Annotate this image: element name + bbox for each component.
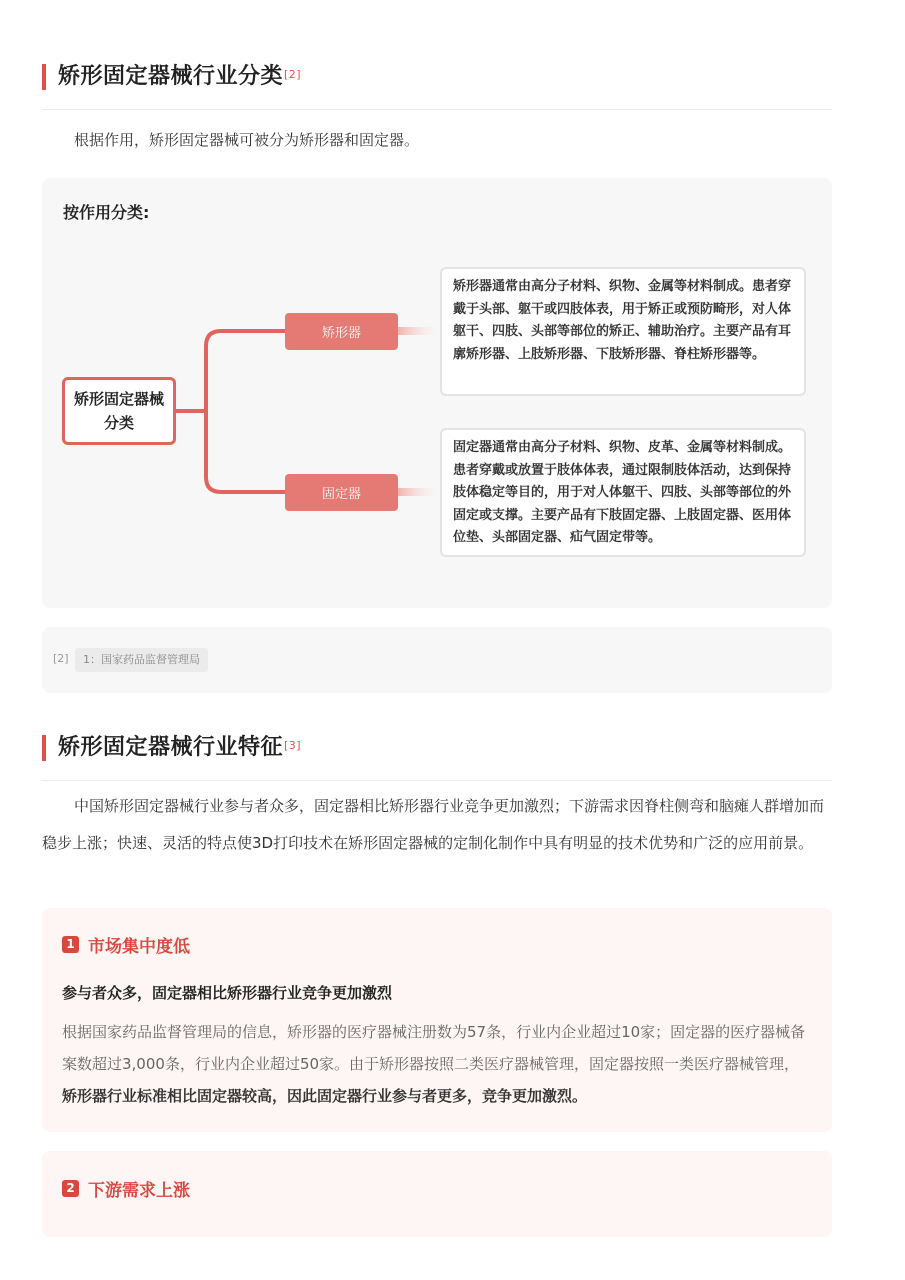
card-heading: 1 市场集中度低: [62, 932, 190, 957]
reference-marker[interactable]: [2]: [284, 68, 302, 81]
characteristics-intro: 中国矫形固定器械行业参与者众多，固定器相比矫形器行业竞争更加激烈；下游需求因脊柱侧弯和脑瘫人群增加而稳步上涨；快速、灵活的特点使3D打印技术在矫形固定器械的定制化制作中具有明显的技术优势和广泛的应用前景。: [42, 797, 825, 852]
feature-card-1: [42, 908, 832, 1132]
card-body-emphasis: 矫形器行业标准相比固定器较高，因此固定器行业参与者更多，竞争更加激烈。: [62, 1087, 588, 1105]
section-heading: 矫形固定器械行业特征[3]: [58, 735, 302, 760]
number-badge: 1: [62, 936, 79, 953]
diagram-title: 按作用分类:: [63, 203, 150, 222]
reference-number: [2]: [53, 652, 69, 665]
card-subheading: 参与者众多，固定器相比矫形器行业竞争更加激烈: [62, 984, 393, 1002]
reference-source-chip[interactable]: 1：国家药品监督管理局: [75, 648, 208, 672]
title-accent-bar: [42, 64, 46, 90]
title-accent-bar: [42, 735, 46, 761]
fixator-description: 固定器通常由高分子材料、织物、皮革、金属等材料制成。患者穿戴或放置于肢体体表，通过限制肢体活动，达到保持肢体稳定等目的，用于对人体躯干、四肢、头部等部位的外固定或支撑。主要产品有下肢固定器、上肢固定器、医用体位垫、头部固定器、疝气固定带等。: [440, 428, 806, 557]
branch-node-orthosis: 矫形器: [285, 313, 398, 350]
classification-intro: 根据作用，矫形固定器械可被分为矫形器和固定器。: [74, 131, 420, 149]
orthosis-description: 矫形器通常由高分子材料、织物、金属等材料制成。患者穿戴于头部、躯干或四肢体表，用于矫正或预防畸形，对人体躯干、四肢、头部等部位的矫正、辅助治疗。主要产品有耳廓矫形器、上肢矫形器、下肢矫形器、脊柱矫形器等。: [440, 267, 806, 396]
card-heading: 2 下游需求上涨: [62, 1176, 190, 1201]
reference-panel: [42, 627, 832, 693]
reference-marker[interactable]: [3]: [284, 739, 302, 752]
branch-node-fixator: 固定器: [285, 474, 398, 511]
section-heading: 矫形固定器械行业分类[2]: [58, 64, 302, 89]
section-title-characteristics: [42, 733, 832, 781]
section-title-classification: [42, 62, 832, 110]
card-body: 根据国家药品监督管理局的信息，矫形器的医疗器械注册数为57条，行业内企业超过10家；固定器的医疗器械备案数超过3,000条，行业内企业超过50家。由于矫形器按照二类医疗器械管理，固定器按照一类医疗器械管理，矫形器行业标准相比固定器较高，因此固定器行业参与者更多，竞争更加激烈。: [62, 1023, 806, 1105]
mindmap-root-node: 矫形固定器械分类: [62, 377, 176, 445]
number-badge: 2: [62, 1180, 79, 1197]
feature-card-2: [42, 1151, 832, 1237]
